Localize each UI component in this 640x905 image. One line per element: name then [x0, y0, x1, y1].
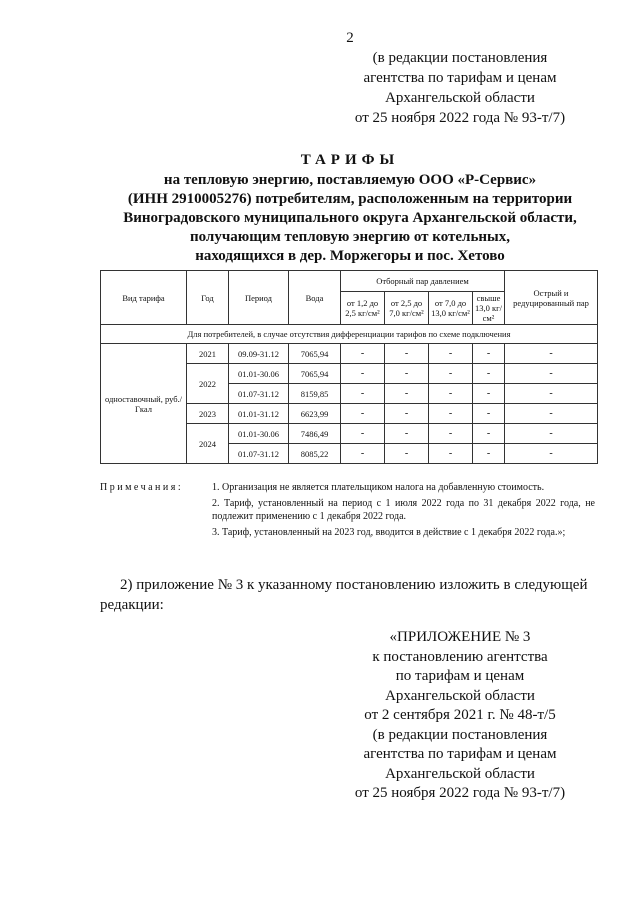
dash-cell: - [473, 424, 505, 444]
dash-cell: - [473, 404, 505, 424]
dash-cell: - [473, 344, 505, 364]
header-sharp-steam: Острый и редуцированный пар [505, 271, 598, 325]
header-water: Вода [289, 271, 341, 325]
note-item: 2. Тариф, установленный на период с 1 июля 2022 года по 31 декабря 2022 года, не подлежит применению с 1 декабря 2022 года. [212, 498, 595, 522]
water-cell: 6623,99 [289, 404, 341, 424]
dash-cell: - [341, 444, 385, 464]
period-cell: 01.01-31.12 [229, 404, 289, 424]
header-tariff-type: Вид тарифа [101, 271, 187, 325]
edition-note [330, 48, 590, 128]
appendix-line: к постановлению агентства [372, 648, 548, 665]
header-steam-4: свыше 13,0 кг/см² [473, 292, 505, 325]
dash-cell: - [473, 384, 505, 404]
dash-cell: - [385, 444, 429, 464]
title-main: ТАРИФЫ [300, 152, 400, 168]
section-row: Для потребителей, в случае отсутствия дифференциации тарифов по схеме подключения [101, 325, 598, 344]
water-cell: 7065,94 [289, 344, 341, 364]
tariffs-table [100, 270, 598, 464]
appendix-line: от 2 сентября 2021 г. № 48-т/5 [364, 707, 556, 723]
period-cell: 09.09-31.12 [229, 344, 289, 364]
edition-line: от 25 ноября 2022 года № 93-т/7) [354, 110, 566, 126]
note-item: 1. Организация не является плательщиком налога на добавленную стоимость. [212, 482, 545, 493]
dash-cell: - [429, 404, 473, 424]
period-cell: 01.01-30.06 [229, 424, 289, 444]
water-cell: 8159,85 [289, 384, 341, 404]
dash-cell: - [429, 384, 473, 404]
dash-cell: - [341, 364, 385, 384]
period-cell: 01.07-31.12 [229, 384, 289, 404]
edition-line: (в редакции постановления [372, 50, 548, 66]
appendix-line: «ПРИЛОЖЕНИЕ № 3 [389, 629, 531, 645]
header-steam-1: от 1,2 до 2,5 кг/см² [341, 292, 385, 325]
tariff-type-cell: одноставочный, руб./Гкал [101, 344, 187, 464]
dash-cell: - [429, 424, 473, 444]
paragraph-line: 2) приложение № 3 к указанному постановлению изложить в следующей [120, 577, 588, 593]
year-cell: 2023 [187, 404, 229, 424]
dash-cell: - [341, 404, 385, 424]
appendix-line: от 25 ноября 2022 года № 93-т/7) [354, 785, 566, 801]
dash-cell: - [429, 344, 473, 364]
document-title [95, 152, 605, 266]
page-number: 2 [346, 30, 354, 46]
dash-cell: - [473, 444, 505, 464]
dash-cell: - [385, 344, 429, 364]
dash-cell: - [505, 384, 598, 404]
dash-cell: - [385, 424, 429, 444]
title-line: (ИНН 2910005276) потребителям, расположенным на территории [127, 191, 573, 207]
year-cell: 2021 [187, 344, 229, 364]
dash-cell: - [385, 404, 429, 424]
title-line: Виноградовского муниципального округа Архангельской области, [123, 210, 577, 226]
dash-cell: - [505, 424, 598, 444]
edition-line: Архангельской области [385, 90, 535, 106]
period-cell: 01.01-30.06 [229, 364, 289, 384]
appendix-line: агентства по тарифам и ценам [363, 746, 557, 762]
notes-label: Примечания: [100, 482, 184, 493]
dash-cell: - [473, 364, 505, 384]
period-cell: 01.07-31.12 [229, 444, 289, 464]
dash-cell: - [385, 384, 429, 404]
notes-items [212, 481, 595, 542]
dash-cell: - [429, 364, 473, 384]
water-cell: 8085,22 [289, 444, 341, 464]
title-line: находящихся в дер. Моржегоры и пос. Хетово [195, 248, 505, 264]
dash-cell: - [505, 344, 598, 364]
paragraph-line: редакции: [100, 597, 164, 613]
appendix-line: Архангельской области [385, 765, 535, 782]
title-line: на тепловую энергию, поставляемую ООО «Р-Сервис» [163, 172, 537, 188]
header-steam-group: Отборный пар давлением [341, 271, 505, 292]
dash-cell: - [341, 384, 385, 404]
water-cell: 7065,94 [289, 364, 341, 384]
dash-cell: - [341, 424, 385, 444]
dash-cell: - [341, 344, 385, 364]
header-year: Год [187, 271, 229, 325]
amendment-paragraph [100, 575, 600, 615]
edition-line: агентства по тарифам и ценам [363, 70, 557, 86]
dash-cell: - [429, 444, 473, 464]
dash-cell: - [385, 364, 429, 384]
header-period: Период [229, 271, 289, 325]
dash-cell: - [505, 444, 598, 464]
table-row [101, 344, 598, 364]
note-item: 3. Тариф, установленный на 2023 год, вводится в действие с 1 декабря 2022 года.»; [212, 527, 566, 538]
year-cell: 2022 [187, 364, 229, 404]
appendix-line: Архангельской области [385, 687, 535, 704]
dash-cell: - [505, 364, 598, 384]
year-cell: 2024 [187, 424, 229, 464]
appendix-line: по тарифам и ценам [395, 668, 525, 684]
dash-cell: - [505, 404, 598, 424]
header-steam-3: от 7,0 до 13,0 кг/см² [429, 292, 473, 325]
water-cell: 7486,49 [289, 424, 341, 444]
appendix-header [330, 628, 590, 804]
header-steam-2: от 2,5 до 7,0 кг/см² [385, 292, 429, 325]
appendix-line: (в редакции постановления [372, 726, 548, 743]
title-line: получающим тепловую энергию от котельных, [189, 229, 510, 245]
